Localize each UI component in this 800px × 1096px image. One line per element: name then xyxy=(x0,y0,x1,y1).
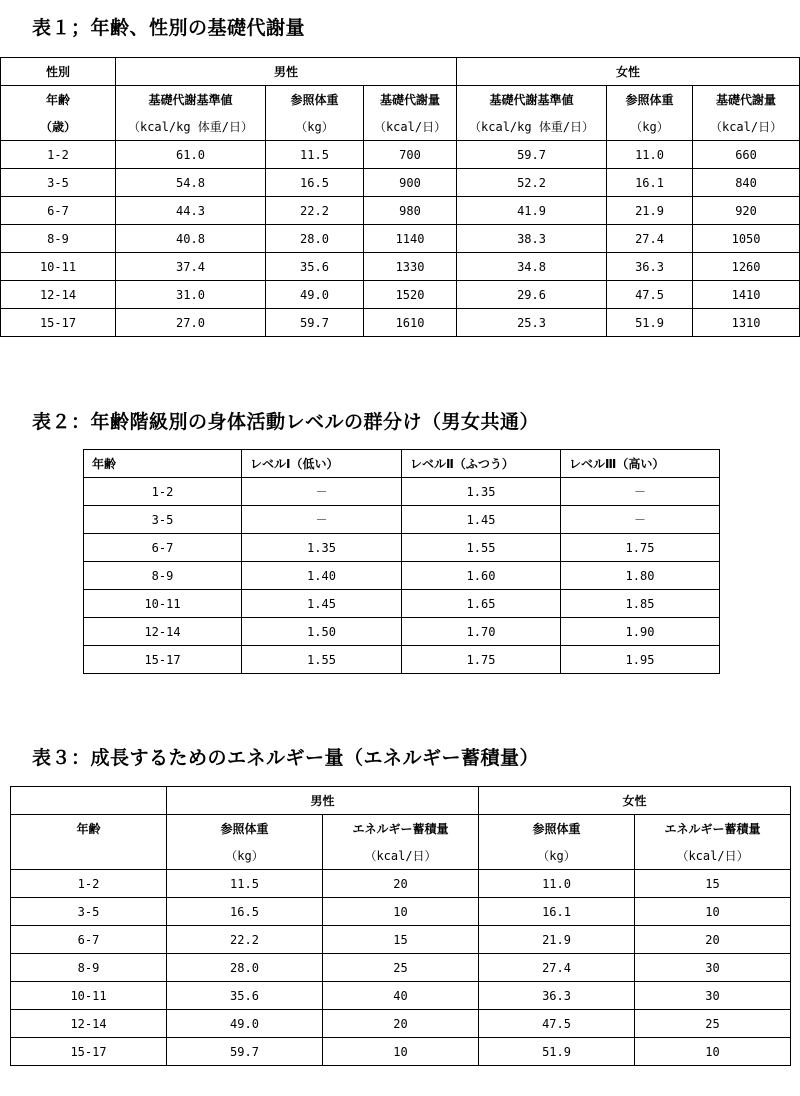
t3-female-weight-header: 参照体重 xyxy=(479,815,635,843)
male-bmr-std-cell: 40.8 xyxy=(116,225,266,253)
t2-level2-header: レベルⅡ（ふつう） xyxy=(402,450,561,478)
age-cell: 8-9 xyxy=(1,225,116,253)
t2-level1-header: レベルⅠ（低い） xyxy=(242,450,402,478)
level2-cell: 1.70 xyxy=(402,618,561,646)
t3-male-energy-header: エネルギー蓄積量 xyxy=(323,815,479,843)
male-bmr-cell: 1140 xyxy=(364,225,457,253)
female-weight-unit: （kg） xyxy=(607,113,693,141)
level3-cell: 1.80 xyxy=(561,562,720,590)
age-unit: （歳） xyxy=(1,113,116,141)
male-ref-weight-cell: 59.7 xyxy=(167,1038,323,1066)
t3-female-header: 女性 xyxy=(479,787,791,815)
female-bmr-std-header: 基礎代謝基準値 xyxy=(457,86,607,114)
t3-age-unit-blank xyxy=(11,842,167,870)
table3-title: 表３：成長するためのエネルギー量（エネルギー蓄積量） xyxy=(32,747,540,769)
male-bmr-std-cell: 27.0 xyxy=(116,309,266,337)
male-energy-cell: 15 xyxy=(323,926,479,954)
t2-level3-header: レベルⅢ（高い） xyxy=(561,450,720,478)
table-row xyxy=(84,618,720,646)
male-ref-weight-cell: 11.5 xyxy=(167,870,323,898)
female-ref-weight-cell: 11.0 xyxy=(479,870,635,898)
male-bmr-std-cell: 31.0 xyxy=(116,281,266,309)
male-ref-weight-cell: 16.5 xyxy=(167,898,323,926)
male-ref-weight-cell: 35.6 xyxy=(167,982,323,1010)
female-bmr-cell: 660 xyxy=(693,141,800,169)
male-bmr-cell: 1520 xyxy=(364,281,457,309)
t3-corner xyxy=(11,787,167,815)
table-row xyxy=(1,281,800,309)
male-bmr-cell: 1610 xyxy=(364,309,457,337)
age-cell: 12-14 xyxy=(1,281,116,309)
level3-cell: 1.85 xyxy=(561,590,720,618)
female-ref-weight-cell: 51.9 xyxy=(479,1038,635,1066)
female-bmr-std-cell: 29.6 xyxy=(457,281,607,309)
level2-cell: 1.75 xyxy=(402,646,561,674)
age-cell: 1-2 xyxy=(84,478,242,506)
table-row xyxy=(1,309,800,337)
table-row xyxy=(11,982,791,1010)
male-ref-weight-cell: 22.2 xyxy=(266,197,364,225)
female-bmr-cell: 840 xyxy=(693,169,800,197)
male-bmr-std-cell: 61.0 xyxy=(116,141,266,169)
male-bmr-std-cell: 54.8 xyxy=(116,169,266,197)
t3-female-weight-unit: （kg） xyxy=(479,842,635,870)
age-cell: 6-7 xyxy=(1,197,116,225)
age-cell: 10-11 xyxy=(11,982,167,1010)
table-row xyxy=(11,926,791,954)
level3-cell: 1.90 xyxy=(561,618,720,646)
table-row xyxy=(11,898,791,926)
female-ref-weight-cell: 16.1 xyxy=(479,898,635,926)
age-cell: 12-14 xyxy=(84,618,242,646)
level2-cell: 1.60 xyxy=(402,562,561,590)
male-bmr-std-header: 基礎代謝基準値 xyxy=(116,86,266,114)
female-energy-cell: 10 xyxy=(635,1038,791,1066)
bmr-table xyxy=(0,57,800,337)
female-ref-weight-cell: 16.1 xyxy=(607,169,693,197)
male-ref-weight-cell: 28.0 xyxy=(167,954,323,982)
level2-cell: 1.35 xyxy=(402,478,561,506)
table-row xyxy=(84,562,720,590)
female-bmr-unit: （kcal/日） xyxy=(693,113,800,141)
male-energy-cell: 10 xyxy=(323,898,479,926)
age-cell: 6-7 xyxy=(84,534,242,562)
level1-cell: 1.55 xyxy=(242,646,402,674)
male-weight-unit: （kg） xyxy=(266,113,364,141)
female-bmr-std-cell: 34.8 xyxy=(457,253,607,281)
female-ref-weight-cell: 21.9 xyxy=(479,926,635,954)
female-energy-cell: 15 xyxy=(635,870,791,898)
female-ref-weight-cell: 47.5 xyxy=(479,1010,635,1038)
age-cell: 6-7 xyxy=(11,926,167,954)
table1-title: 表１；年齢、性別の基礎代謝量 xyxy=(32,17,306,39)
table-row xyxy=(11,1010,791,1038)
female-bmr-header: 基礎代謝量 xyxy=(693,86,800,114)
t2-age-header: 年齢 xyxy=(84,450,242,478)
male-energy-cell: 20 xyxy=(323,1010,479,1038)
female-bmr-cell: 1310 xyxy=(693,309,800,337)
male-ref-weight-cell: 16.5 xyxy=(266,169,364,197)
t3-age-header: 年齢 xyxy=(11,815,167,843)
t3-female-energy-header: エネルギー蓄積量 xyxy=(635,815,791,843)
table-row xyxy=(11,1038,791,1066)
male-ref-weight-cell: 35.6 xyxy=(266,253,364,281)
female-bmr-cell: 920 xyxy=(693,197,800,225)
energy-storage-table xyxy=(10,786,791,1066)
level3-cell: － xyxy=(561,478,720,506)
female-ref-weight-cell: 27.4 xyxy=(479,954,635,982)
male-energy-cell: 10 xyxy=(323,1038,479,1066)
female-energy-cell: 10 xyxy=(635,898,791,926)
level2-cell: 1.55 xyxy=(402,534,561,562)
male-ref-weight-cell: 49.0 xyxy=(266,281,364,309)
age-cell: 8-9 xyxy=(84,562,242,590)
table2-title: 表２：年齢階級別の身体活動レベルの群分け（男女共通） xyxy=(32,411,540,433)
age-cell: 10-11 xyxy=(1,253,116,281)
male-bmr-cell: 700 xyxy=(364,141,457,169)
male-ref-weight-cell: 22.2 xyxy=(167,926,323,954)
male-bmr-std-cell: 44.3 xyxy=(116,197,266,225)
t3-male-energy-unit: （kcal/日） xyxy=(323,842,479,870)
level1-cell: － xyxy=(242,478,402,506)
male-ref-weight-cell: 59.7 xyxy=(266,309,364,337)
female-energy-cell: 20 xyxy=(635,926,791,954)
male-energy-cell: 20 xyxy=(323,870,479,898)
female-bmr-std-cell: 41.9 xyxy=(457,197,607,225)
level1-cell: 1.40 xyxy=(242,562,402,590)
level3-cell: － xyxy=(561,506,720,534)
table-row xyxy=(84,590,720,618)
male-bmr-std-cell: 37.4 xyxy=(116,253,266,281)
level1-cell: － xyxy=(242,506,402,534)
male-header: 男性 xyxy=(116,58,457,86)
female-ref-weight-cell: 11.0 xyxy=(607,141,693,169)
t3-male-header: 男性 xyxy=(167,787,479,815)
male-energy-cell: 25 xyxy=(323,954,479,982)
female-ref-weight-cell: 21.9 xyxy=(607,197,693,225)
female-energy-cell: 30 xyxy=(635,954,791,982)
age-cell: 8-9 xyxy=(11,954,167,982)
female-bmr-std-cell: 38.3 xyxy=(457,225,607,253)
table-row xyxy=(84,478,720,506)
age-cell: 1-2 xyxy=(1,141,116,169)
female-bmr-std-unit: （kcal/kg 体重/日） xyxy=(457,113,607,141)
activity-level-table xyxy=(83,449,720,674)
t3-male-weight-header: 参照体重 xyxy=(167,815,323,843)
female-bmr-std-cell: 25.3 xyxy=(457,309,607,337)
t3-female-energy-unit: （kcal/日） xyxy=(635,842,791,870)
level3-cell: 1.75 xyxy=(561,534,720,562)
table-row xyxy=(1,225,800,253)
age-cell: 10-11 xyxy=(84,590,242,618)
female-bmr-std-cell: 52.2 xyxy=(457,169,607,197)
age-cell: 1-2 xyxy=(11,870,167,898)
level1-cell: 1.45 xyxy=(242,590,402,618)
female-header: 女性 xyxy=(457,58,800,86)
age-cell: 12-14 xyxy=(11,1010,167,1038)
female-ref-weight-header: 参照体重 xyxy=(607,86,693,114)
age-cell: 15-17 xyxy=(1,309,116,337)
level2-cell: 1.65 xyxy=(402,590,561,618)
female-ref-weight-cell: 47.5 xyxy=(607,281,693,309)
male-ref-weight-cell: 28.0 xyxy=(266,225,364,253)
t3-male-weight-unit: （kg） xyxy=(167,842,323,870)
female-bmr-cell: 1050 xyxy=(693,225,800,253)
male-bmr-std-unit: （kcal/kg 体重/日） xyxy=(116,113,266,141)
female-bmr-cell: 1260 xyxy=(693,253,800,281)
age-cell: 3-5 xyxy=(1,169,116,197)
female-ref-weight-cell: 27.4 xyxy=(607,225,693,253)
female-bmr-cell: 1410 xyxy=(693,281,800,309)
male-bmr-cell: 980 xyxy=(364,197,457,225)
male-energy-cell: 40 xyxy=(323,982,479,1010)
level2-cell: 1.45 xyxy=(402,506,561,534)
female-energy-cell: 25 xyxy=(635,1010,791,1038)
table-row xyxy=(84,646,720,674)
level1-cell: 1.35 xyxy=(242,534,402,562)
age-cell: 3-5 xyxy=(11,898,167,926)
age-cell: 15-17 xyxy=(11,1038,167,1066)
male-ref-weight-cell: 49.0 xyxy=(167,1010,323,1038)
male-bmr-unit: （kcal/日） xyxy=(364,113,457,141)
male-ref-weight-header: 参照体重 xyxy=(266,86,364,114)
male-bmr-cell: 900 xyxy=(364,169,457,197)
female-ref-weight-cell: 36.3 xyxy=(607,253,693,281)
table-row xyxy=(1,197,800,225)
level3-cell: 1.95 xyxy=(561,646,720,674)
table-row xyxy=(1,169,800,197)
sex-header: 性別 xyxy=(1,58,116,86)
female-bmr-std-cell: 59.7 xyxy=(457,141,607,169)
female-ref-weight-cell: 51.9 xyxy=(607,309,693,337)
female-ref-weight-cell: 36.3 xyxy=(479,982,635,1010)
table-row xyxy=(84,534,720,562)
age-cell: 3-5 xyxy=(84,506,242,534)
table-row xyxy=(1,141,800,169)
age-cell: 15-17 xyxy=(84,646,242,674)
table-row xyxy=(84,506,720,534)
table-row xyxy=(11,870,791,898)
table-row xyxy=(11,954,791,982)
table-row xyxy=(1,253,800,281)
female-energy-cell: 30 xyxy=(635,982,791,1010)
male-bmr-header: 基礎代謝量 xyxy=(364,86,457,114)
male-ref-weight-cell: 11.5 xyxy=(266,141,364,169)
male-bmr-cell: 1330 xyxy=(364,253,457,281)
age-header: 年齢 xyxy=(1,86,116,114)
level1-cell: 1.50 xyxy=(242,618,402,646)
